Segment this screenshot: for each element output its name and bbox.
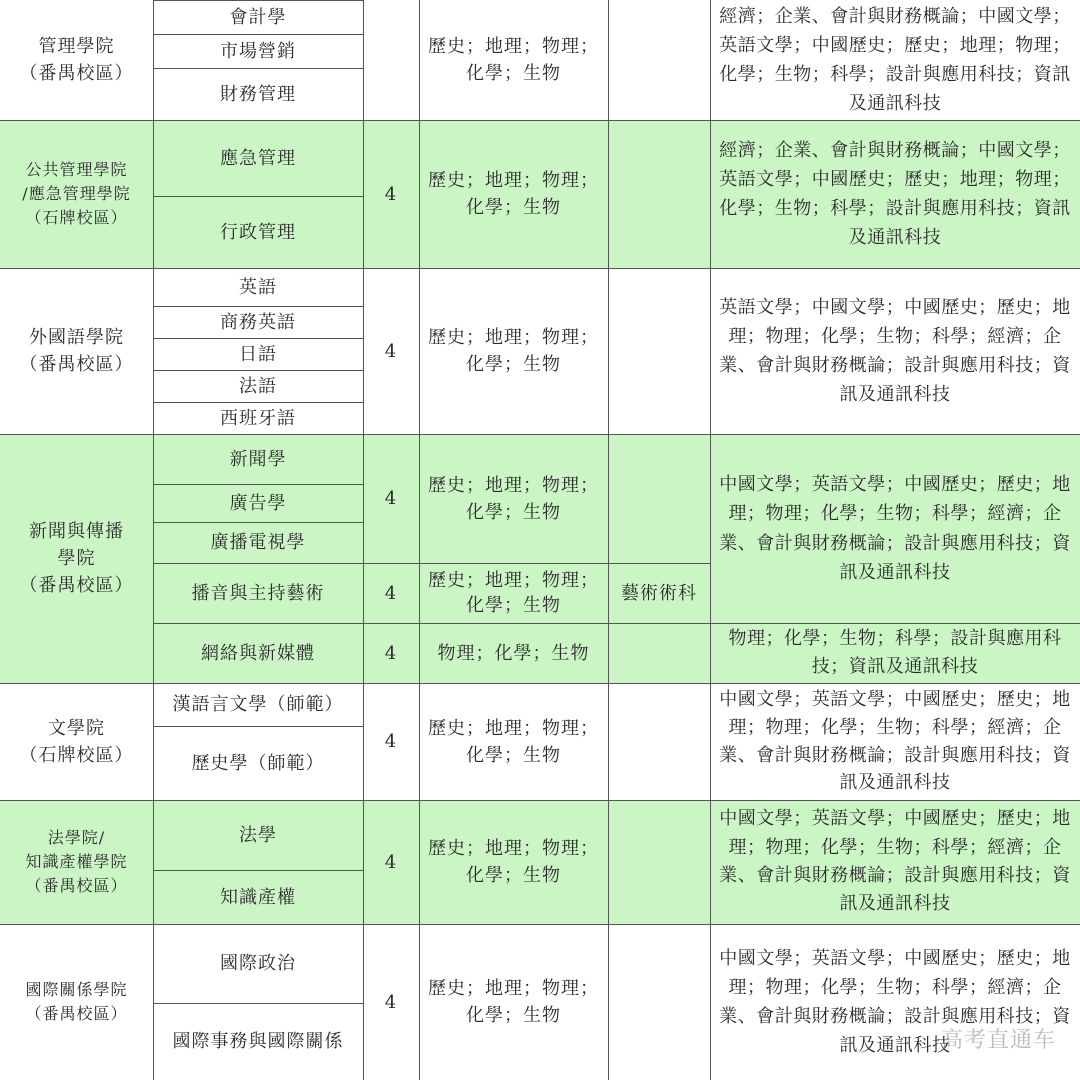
major-cell: 漢語言文學（師範）	[172, 694, 344, 715]
major-cell: 歷史學（師範）	[191, 752, 325, 774]
category-cell: 藝術術科	[608, 563, 710, 623]
subjects-cell: 歷史；地理；物理； 化學；生物	[428, 717, 599, 766]
college-cell: 公共管理學院 /應急管理學院 （石牌校區）	[0, 120, 153, 268]
major-cell: 知識產權	[153, 870, 363, 924]
subjects-cell: 歷史；地理；物理； 化學；生物	[419, 563, 608, 623]
requirements-cell: 英語文學；中國文學；中國歷史；歷史；地理；物理；化學；生物；科學；經濟；企業、會計與財務概論；設計與應用科技；資訊及通訊科技	[719, 296, 1071, 406]
college-cell: 管理學院 （番禺校區）	[19, 36, 134, 84]
grid-line	[153, 0, 363, 1]
subjects-cell: 歷史；地理；物理； 化學；生物	[419, 434, 608, 563]
years-cell: 4	[384, 340, 398, 362]
category-cell	[608, 924, 710, 1080]
grid-line	[153, 338, 363, 339]
grid-line	[0, 683, 1080, 684]
major-cell: 財務管理	[220, 83, 296, 105]
requirements-cell: 中國文學；英語文學；中國歷史；歷史；地理；物理；化學；生物；科學；經濟；企業、會計與財務概論；設計與應用科技；資訊及通訊科技	[710, 434, 1080, 623]
years-cell: 4	[363, 800, 419, 924]
grid-line	[363, 0, 364, 1080]
category-cell	[608, 120, 710, 268]
subjects-cell: 歷史；地理；物理； 化學；生物	[428, 978, 599, 1026]
years-cell: 4	[384, 991, 398, 1013]
grid-line	[153, 1003, 363, 1004]
college-cell: 新聞與傳播 學院 （番禺校區）	[0, 434, 153, 683]
college-cell: 國際關係學院 （番禺校區）	[25, 980, 128, 1023]
years-cell: 4	[363, 563, 419, 623]
requirements-cell: 經濟；企業、會計與財務概論；中國文學；英語文學；中國歷史；歷史；地理；物理；化學；生物；科學；設計與應用科技；資訊及通訊科技	[719, 5, 1071, 115]
college-cell: 文學院 （石牌校區）	[19, 717, 134, 766]
grid-line	[153, 522, 363, 523]
major-cell: 廣播電視學	[153, 522, 363, 563]
major-cell: 商務英語	[220, 311, 296, 333]
years-cell: 4	[384, 731, 398, 752]
grid-line	[0, 268, 1080, 269]
years-cell	[363, 0, 419, 120]
grid-line	[153, 370, 363, 371]
category-cell	[608, 800, 710, 924]
major-cell: 網絡與新媒體	[153, 623, 363, 683]
subjects-cell: 歷史；地理；物理； 化學；生物	[419, 800, 608, 924]
subjects-cell: 歷史；地理；物理； 化學；生物	[419, 120, 608, 268]
major-cell: 日語	[239, 343, 277, 365]
grid-line	[710, 0, 711, 1080]
major-cell: 法學	[153, 800, 363, 870]
category-cell	[608, 434, 710, 563]
grid-line	[153, 402, 363, 403]
grid-line	[153, 306, 363, 307]
requirements-cell: 中國文學；英語文學；中國歷史；歷史；地理；物理；化學；生物；科學；經濟；企業、會計與財務概論；設計與應用科技；資訊及通訊科技	[719, 688, 1071, 794]
major-cell: 廣告學	[153, 484, 363, 522]
grid-line	[153, 196, 363, 197]
grid-line	[419, 0, 420, 1080]
requirements-cell: 物理；化學；生物；科學；設計與應用科技；資訊及通訊科技	[710, 623, 1080, 683]
grid-line	[153, 34, 363, 35]
college-cell: 外國語學院 （番禺校區）	[19, 327, 134, 375]
grid-line	[153, 484, 363, 485]
grid-line	[153, 623, 1080, 624]
watermark-text: 高考直通车	[940, 1028, 1056, 1053]
grid-line	[0, 434, 1080, 435]
grid-line	[153, 68, 363, 69]
requirements-cell: 中國文學；英語文學；中國歷史；歷史；地理；物理；化學；生物；科學；經濟；企業、會計與財務概論；設計與應用科技；資訊及通訊科技	[719, 947, 1071, 1057]
major-cell: 市場營銷	[220, 40, 296, 62]
category-cell	[608, 683, 710, 800]
subjects-cell: 歷史；地理；物理； 化學；生物	[428, 36, 599, 84]
category-cell	[608, 623, 710, 683]
major-cell: 國際事務與國際關係	[172, 1031, 344, 1052]
grid-line	[0, 120, 1080, 121]
grid-line	[608, 0, 609, 1080]
category-cell	[608, 268, 710, 434]
years-cell: 4	[363, 623, 419, 683]
category-cell	[608, 0, 710, 120]
major-cell: 應急管理	[153, 120, 363, 196]
major-cell: 會計學	[229, 6, 287, 28]
requirements-cell: 中國文學；英語文學；中國歷史；歷史；地理；物理；化學；生物；科學；經濟；企業、會計與財務概論；設計與應用科技；資訊及通訊科技	[710, 800, 1080, 924]
years-cell: 4	[363, 434, 419, 563]
major-cell: 國際政治	[220, 953, 296, 974]
major-cell: 法語	[239, 375, 277, 397]
grid-line	[153, 563, 710, 564]
grid-line	[153, 870, 363, 871]
years-cell: 4	[363, 120, 419, 268]
major-cell: 英語	[239, 276, 277, 298]
major-cell: 西班牙語	[220, 407, 296, 429]
grid-line	[153, 726, 363, 727]
grid-line	[0, 800, 1080, 801]
subjects-cell: 物理；化學；生物	[419, 623, 608, 683]
major-cell: 新聞學	[153, 434, 363, 484]
major-cell: 播音與主持藝術	[153, 563, 363, 623]
major-cell: 行政管理	[153, 196, 363, 268]
subjects-cell: 歷史；地理；物理； 化學；生物	[428, 327, 599, 375]
college-cell: 法學院/ 知識產權學院 （番禺校區）	[0, 800, 153, 924]
grid-line	[153, 0, 154, 1080]
grid-line	[0, 924, 1080, 925]
requirements-cell: 經濟；企業、會計與財務概論；中國文學；英語文學；中國歷史；歷史；地理；物理；化學；生物；科學；設計與應用科技；資訊及通訊科技	[710, 120, 1080, 268]
